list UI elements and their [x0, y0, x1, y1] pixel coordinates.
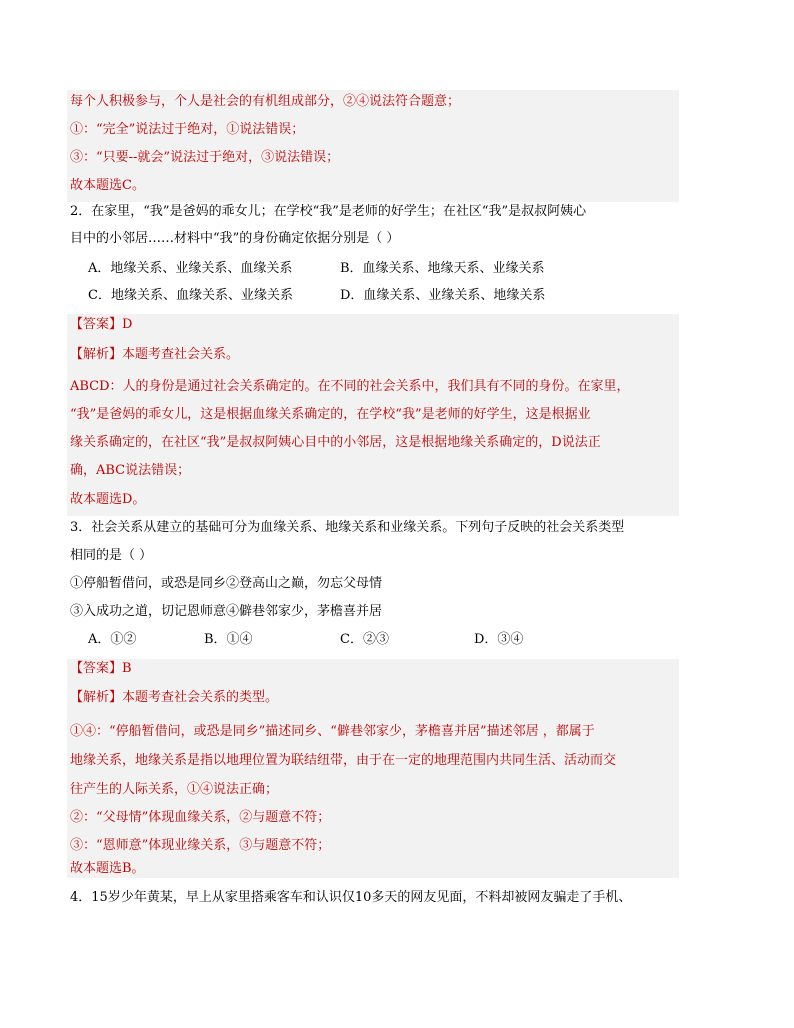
q3-conclusion: 故本题选B。 — [70, 861, 145, 876]
q1-analysis-line: 每个人积极参与，个人是社会的有机组成部分，②④说法符合题意； — [70, 94, 461, 109]
q2-option-b: B．血缘关系、地缘天系、业缘关系 — [340, 261, 545, 276]
q3-analysis-line: 地缘关系，地缘关系是指以地理位置为联结纽带，由于在一定的地理范围内共同生活、活动而交 — [70, 753, 617, 768]
q3-answer: 【答案】B — [70, 661, 132, 676]
q2-option-c: C．地缘关系、血缘关系、业缘关系 — [88, 288, 293, 303]
q3-option-c: C．②③ — [340, 632, 389, 647]
q3-analysis-title: 【解析】本题考查社会关系的类型。 — [70, 690, 279, 705]
q3-option-a: A．①② — [88, 632, 137, 647]
q2-analysis-line: 确，ABC说法错误； — [70, 463, 191, 478]
q1-conclusion: 故本题选C。 — [70, 178, 145, 193]
q2-analysis-line: “我”是爸妈的乖女儿，这是根据血缘关系确定的，在学校“我”是老师的好学生，这是根据业 — [70, 407, 591, 422]
q2-analysis-line: 缘关系确定的，在社区“我”是叔叔阿姨心目中的小邻居，这是根据地缘关系确定的，D说法正 — [70, 435, 601, 450]
q2-stem-line: 2．在家里，“我”是爸妈的乖女儿；在学校“我”是老师的好学生；在社区“我”是叔叔阿姨心 — [70, 204, 587, 219]
q3-stem-line: ③入成功之道，切记恩师意④僻巷邻家少，茅檐喜并居 — [70, 604, 383, 619]
q3-analysis-line: ①④：“停船暂借问，或恐是同乡”描述同乡、“僻巷邻家少，茅檐喜并居”描述邻居 ，都属于 — [70, 724, 595, 739]
q2-option-d: D．血缘关系、业缘关系、地缘关系 — [340, 288, 546, 303]
q1-analysis-line: ①：“完全”说法过于绝对，①说法错误； — [70, 122, 305, 137]
q3-stem-line: ①停船暂借问，或恐是同乡②登高山之巅，勿忘父母情 — [70, 576, 383, 591]
q2-analysis-line: ABCD：人的身份是通过社会关系确定的。在不同的社会关系中，我们具有不同的身份。在家里， — [70, 379, 630, 394]
q1-analysis-line: ③：“只要--就会”说法过于绝对，③说法错误； — [70, 150, 340, 165]
q3-analysis-line: ③：“恩师意”体现业缘关系，③与题意不符； — [70, 838, 331, 853]
q2-stem-line: 目中的小邻居……材料中“我”的身份确定依据分别是（ ） — [70, 231, 400, 246]
q3-option-d: D．③④ — [474, 632, 524, 647]
q3-analysis-block — [67, 659, 679, 878]
q3-analysis-line: 往产生的人际关系，①④说法正确； — [70, 782, 279, 797]
q1-analysis-block — [67, 90, 679, 202]
q2-answer: 【答案】D — [70, 317, 133, 332]
q2-analysis-block — [67, 314, 679, 516]
q2-analysis-title: 【解析】本题考查社会关系。 — [70, 347, 240, 362]
q2-conclusion: 故本题选D。 — [70, 492, 146, 507]
q3-stem-line: 相同的是（ ） — [70, 548, 153, 563]
q3-option-b: B．①④ — [204, 632, 253, 647]
q4-stem-line: 4．15岁少年黄某，早上从家里搭乘客车和认识仅10多天的网友见面，不料却被网友骗走了手机、 — [70, 890, 632, 905]
q3-analysis-line: ②：“父母情”体现血缘关系，②与题意不符； — [70, 810, 331, 825]
q3-stem-line: 3．社会关系从建立的基础可分为血缘关系、地缘关系和业缘关系。下列句子反映的社会关系类型 — [70, 520, 625, 535]
q2-option-a: A．地缘关系、业缘关系、血缘关系 — [88, 261, 293, 276]
